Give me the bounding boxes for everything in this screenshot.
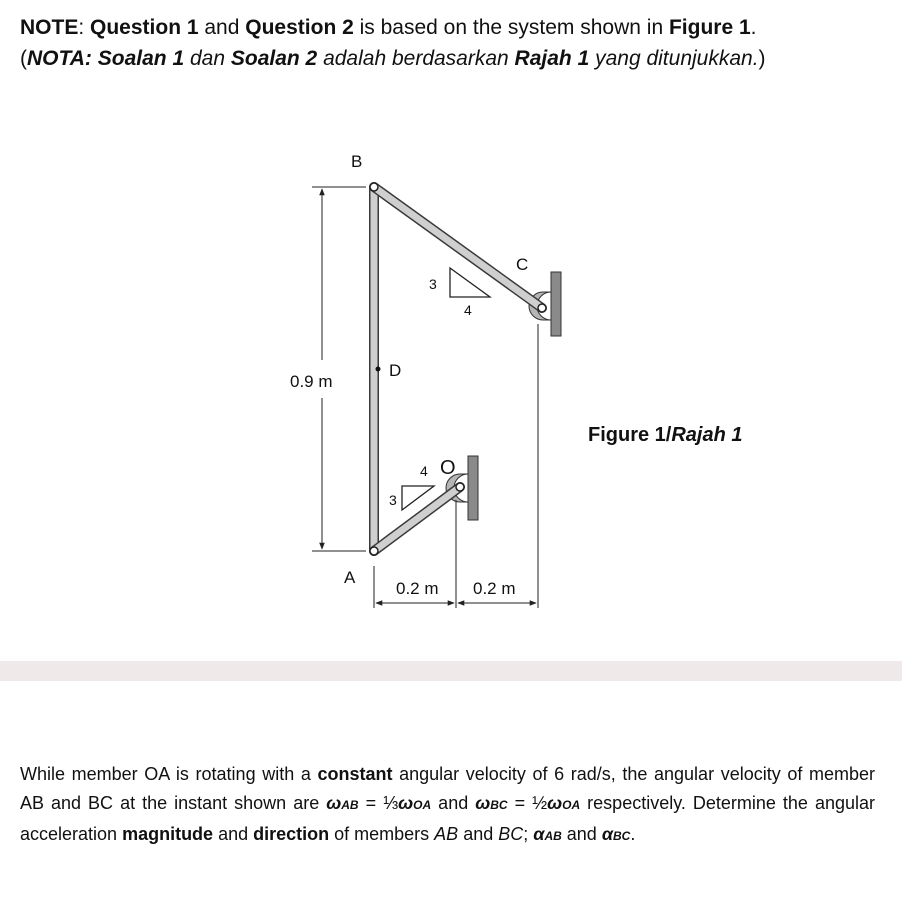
rod-oa bbox=[374, 487, 460, 551]
wall-o bbox=[468, 456, 478, 520]
note-line-english: NOTE: Question 1 and Question 2 is based on the system shown in Figure 1. bbox=[20, 16, 757, 39]
pin-o bbox=[456, 483, 464, 491]
label-d: D bbox=[389, 361, 402, 380]
note-line-malay: (NOTA: Soalan 1 dan Soalan 2 adalah berdasarkan Rajah 1 yang ditunjukkan.) bbox=[20, 47, 766, 70]
pin-c bbox=[538, 304, 546, 312]
dim-height-label: 0.9 m bbox=[290, 372, 333, 391]
question-text: While member OA is rotating with a constant angular velocity of 6 rad/s, the angular velocity of member AB and BC at the instant shown are ωAB = ⅓ωOA and ωBC = ½ωOA respectively. Determine the angular acceleration magnitude and direction of members AB and BC; αAB and αBC. bbox=[20, 764, 875, 844]
point-d bbox=[376, 367, 381, 372]
dim-width2-label: 0.2 m bbox=[473, 579, 516, 598]
wall-c bbox=[551, 272, 561, 336]
label-slope-bot-4: 4 bbox=[420, 463, 428, 479]
label-o: O bbox=[440, 457, 456, 479]
label-c: C bbox=[516, 255, 529, 274]
figure-caption: Figure 1/Rajah 1 bbox=[588, 424, 743, 446]
label-b: B bbox=[351, 152, 363, 171]
label-slope-top-4: 4 bbox=[464, 302, 472, 318]
section-divider bbox=[0, 661, 902, 681]
dim-width1-label: 0.2 m bbox=[396, 579, 439, 598]
label-slope-bot-3: 3 bbox=[389, 492, 397, 508]
label-a: A bbox=[344, 568, 356, 587]
label-slope-top-3: 3 bbox=[429, 276, 437, 292]
pin-a bbox=[370, 547, 378, 555]
pin-b bbox=[370, 183, 378, 191]
rod-bc bbox=[374, 187, 542, 308]
